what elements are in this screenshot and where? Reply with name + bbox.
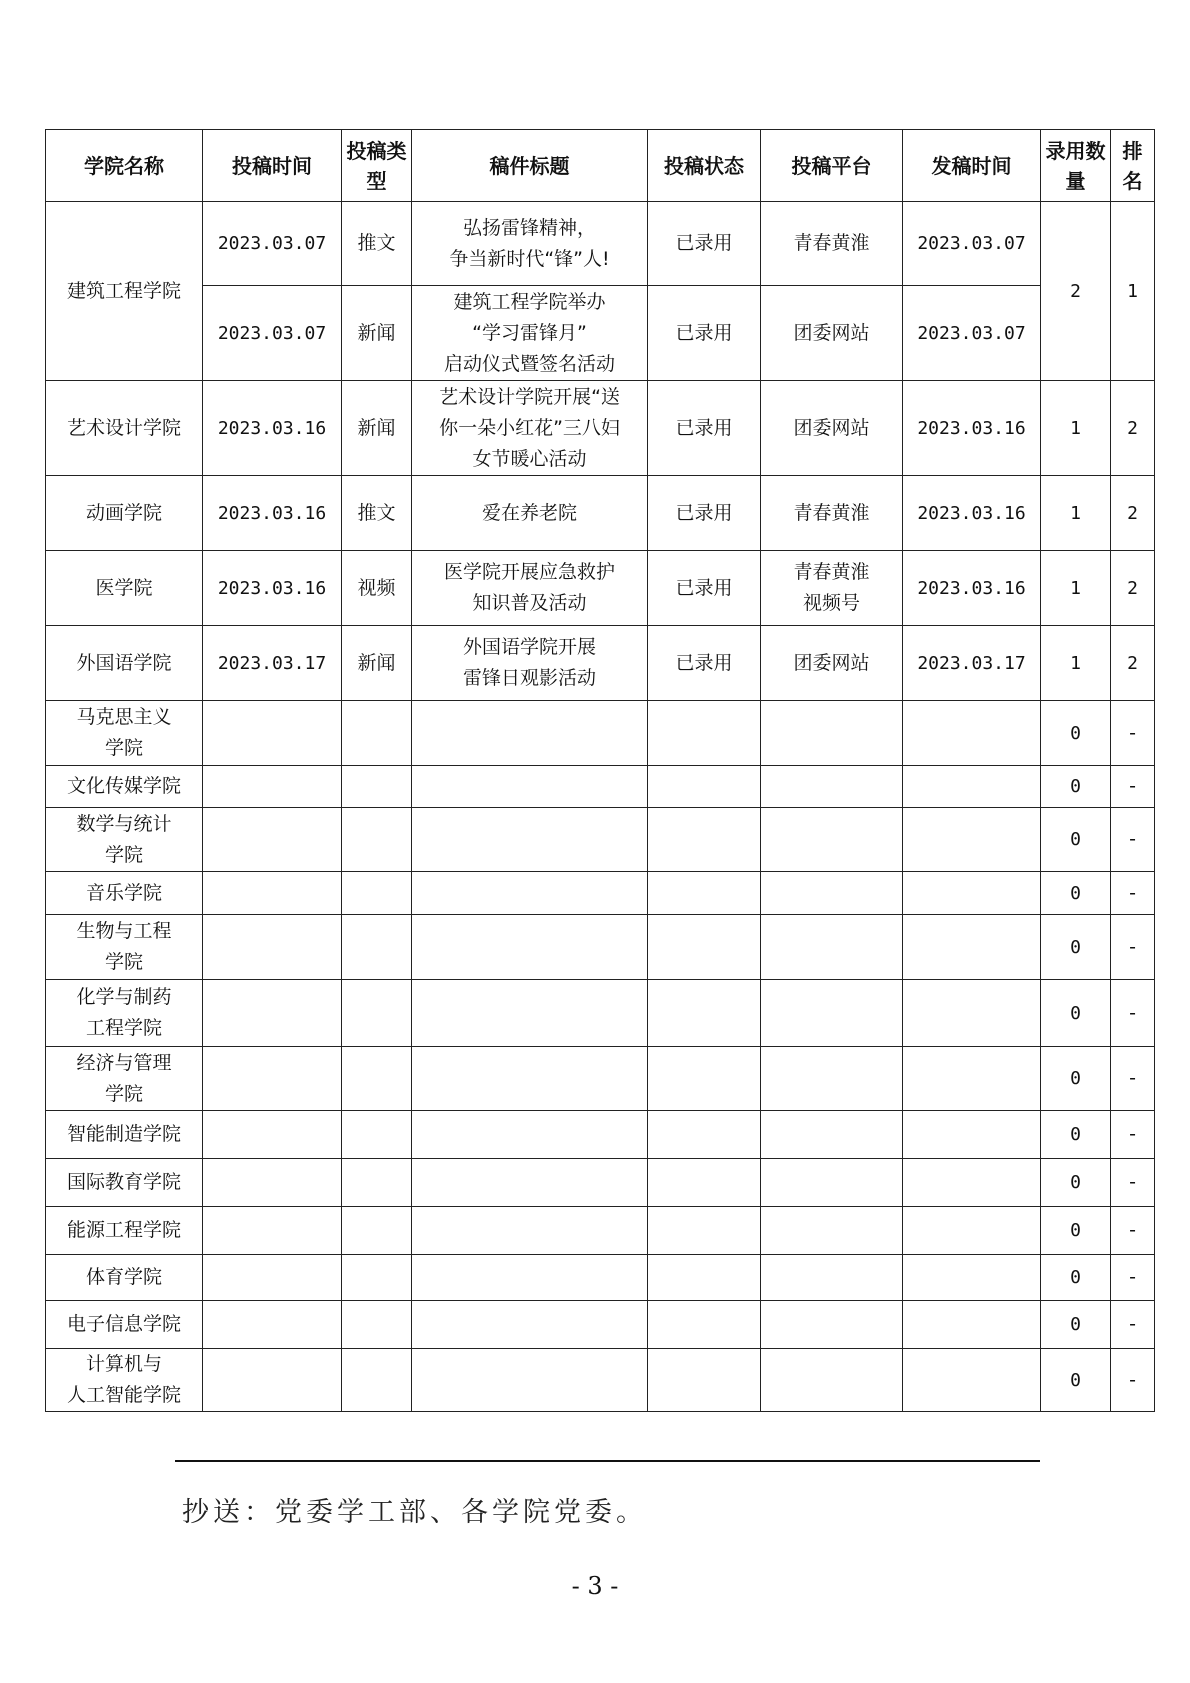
platform-cell: 团委网站	[761, 381, 903, 476]
college-line: 学院	[104, 843, 143, 866]
status-cell: 已录用	[648, 476, 761, 551]
count-cell: 0	[1041, 766, 1111, 808]
submit-time-cell: 2023.03.16	[203, 381, 342, 476]
college-line: 能源工程学院	[66, 1219, 181, 1241]
table-row	[46, 1159, 1155, 1207]
type-cell: 新闻	[342, 626, 412, 701]
rank-cell: -	[1111, 1349, 1155, 1412]
rank-cell: -	[1111, 1301, 1155, 1349]
count-cell: 0	[1041, 1159, 1111, 1207]
rank-cell: -	[1111, 766, 1155, 808]
title-line: 医学院开展应急救护	[443, 561, 615, 583]
platform-cell: 团委网站	[761, 626, 903, 701]
table-row	[46, 980, 1155, 1047]
table-row	[46, 766, 1155, 808]
college-line: 经济与管理	[76, 1051, 172, 1074]
college-line: 学院	[104, 951, 143, 973]
submit-time-cell: 2023.03.16	[203, 551, 342, 626]
platform-cell: 团委网站	[761, 286, 903, 381]
college-line: 文化传媒学院	[66, 775, 181, 797]
table-row	[46, 381, 1155, 476]
college-cell	[46, 1301, 203, 1349]
count-cell: 1	[1041, 551, 1111, 626]
college-line: 计算机与	[85, 1353, 162, 1375]
header-status: 投稿状态	[648, 130, 761, 202]
count-cell: 1	[1041, 381, 1111, 476]
rank-cell: -	[1111, 808, 1155, 872]
title-line: 争当新时代“锋”人!	[449, 247, 610, 270]
type-cell: 推文	[342, 476, 412, 551]
table-row	[46, 872, 1155, 915]
college-line: 工程学院	[85, 1017, 162, 1039]
publish-time-cell: 2023.03.16	[903, 551, 1041, 626]
title-cell	[412, 202, 648, 286]
table-row	[46, 1349, 1155, 1412]
publish-time-cell: 2023.03.07	[903, 286, 1041, 381]
table-row	[46, 626, 1155, 701]
rank-cell: -	[1111, 1255, 1155, 1301]
header-platform: 投稿平台	[761, 130, 903, 202]
table-row	[46, 701, 1155, 766]
rank-cell: -	[1111, 1111, 1155, 1159]
college-cell: 医学院	[46, 551, 203, 626]
college-cell: 艺术设计学院	[46, 381, 203, 476]
publish-time-cell: 2023.03.16	[903, 476, 1041, 551]
college-cell	[46, 1255, 203, 1301]
college-line: 学院	[104, 1082, 143, 1105]
publish-time-cell: 2023.03.07	[903, 202, 1041, 286]
submit-time-cell: 2023.03.17	[203, 626, 342, 701]
submission-table	[45, 129, 1155, 1412]
title-line: 启动仪式暨签名活动	[443, 352, 615, 375]
college-cell	[46, 1111, 203, 1159]
platform-cell: 青春黄淮	[761, 202, 903, 286]
college-line: 电子信息学院	[66, 1313, 181, 1335]
rank-cell: -	[1111, 872, 1155, 915]
college-cell: 动画学院	[46, 476, 203, 551]
count-cell: 1	[1041, 626, 1111, 701]
table-row	[46, 1301, 1155, 1349]
count-cell: 0	[1041, 1207, 1111, 1255]
college-line: 智能制造学院	[66, 1123, 181, 1145]
publish-time-cell: 2023.03.17	[903, 626, 1041, 701]
count-cell: 0	[1041, 872, 1111, 915]
count-cell: 0	[1041, 980, 1111, 1047]
college-line: 学院	[104, 737, 143, 759]
status-cell: 已录用	[648, 286, 761, 381]
college-line: 国际教育学院	[66, 1171, 181, 1193]
title-cell	[412, 551, 648, 626]
title-line: 建筑工程学院举办	[453, 290, 606, 313]
header-count: 录用数量	[1041, 130, 1111, 202]
college-cell	[46, 872, 203, 915]
college-line: 人工智能学院	[66, 1384, 181, 1406]
type-cell: 新闻	[342, 286, 412, 381]
type-cell: 视频	[342, 551, 412, 626]
title-line: 雷锋日观影活动	[462, 667, 596, 689]
college-line: 体育学院	[85, 1266, 162, 1288]
table-row	[46, 551, 1155, 626]
table-row	[46, 1255, 1155, 1301]
cc-line: 抄送：党委学工部、各学院党委。	[182, 1497, 647, 1528]
count-cell: 0	[1041, 1111, 1111, 1159]
table-row	[46, 1207, 1155, 1255]
college-cell	[46, 1349, 203, 1412]
platform-line: 视频号	[802, 592, 860, 614]
table-row	[46, 808, 1155, 872]
title-line: 外国语学院开展	[462, 636, 596, 658]
college-cell: 建筑工程学院	[46, 202, 203, 381]
rank-cell: 1	[1111, 202, 1155, 381]
college-cell	[46, 808, 203, 872]
college-cell	[46, 915, 203, 980]
college-cell: 外国语学院	[46, 626, 203, 701]
table-row	[46, 476, 1155, 551]
header-publish-time: 发稿时间	[903, 130, 1041, 202]
title-cell	[412, 286, 648, 381]
title-line: “学习雷锋月”	[472, 321, 587, 344]
count-cell: 0	[1041, 1301, 1111, 1349]
college-line: 化学与制药	[76, 986, 172, 1008]
header-college: 学院名称	[46, 130, 203, 202]
rank-cell: -	[1111, 980, 1155, 1047]
table-row	[46, 1047, 1155, 1111]
header-title: 稿件标题	[412, 130, 648, 202]
rank-cell: -	[1111, 1047, 1155, 1111]
college-line: 生物与工程	[76, 920, 172, 942]
college-line: 音乐学院	[85, 881, 162, 904]
rank-cell: -	[1111, 915, 1155, 980]
submit-time-cell: 2023.03.16	[203, 476, 342, 551]
table-row	[46, 915, 1155, 980]
count-cell: 0	[1041, 1047, 1111, 1111]
platform-cell	[761, 551, 903, 626]
college-cell	[46, 701, 203, 766]
header-rank: 排名	[1111, 130, 1155, 202]
college-cell	[46, 1047, 203, 1111]
title-line: 知识普及活动	[472, 592, 587, 614]
type-cell: 新闻	[342, 381, 412, 476]
rank-cell: -	[1111, 701, 1155, 766]
status-cell: 已录用	[648, 626, 761, 701]
submit-time-cell: 2023.03.07	[203, 202, 342, 286]
title-line: 艺术设计学院开展“送	[439, 385, 620, 408]
rank-cell: -	[1111, 1159, 1155, 1207]
title-line: 你一朵小红花”三八妇	[439, 416, 620, 439]
college-cell	[46, 1159, 203, 1207]
college-line: 数学与统计	[76, 812, 172, 835]
title-cell	[412, 381, 648, 476]
status-cell: 已录用	[648, 551, 761, 626]
rank-cell: 2	[1111, 381, 1155, 476]
rank-cell: 2	[1111, 626, 1155, 701]
college-cell	[46, 766, 203, 808]
status-cell: 已录用	[648, 381, 761, 476]
title-cell	[412, 626, 648, 701]
table-row	[46, 202, 1155, 286]
platform-line: 青春黄淮	[793, 561, 870, 583]
platform-cell: 青春黄淮	[761, 476, 903, 551]
page-number: - 3 -	[571, 1572, 619, 1600]
status-cell: 已录用	[648, 202, 761, 286]
rank-cell: 2	[1111, 476, 1155, 551]
title-line: 爱在养老院	[481, 501, 577, 524]
submit-time-cell: 2023.03.07	[203, 286, 342, 381]
title-line: 弘扬雷锋精神，	[462, 216, 596, 239]
type-cell: 推文	[342, 202, 412, 286]
footer-divider	[175, 1460, 1040, 1462]
publish-time-cell: 2023.03.16	[903, 381, 1041, 476]
header-submit-time: 投稿时间	[203, 130, 342, 202]
table-row	[46, 286, 1155, 381]
count-cell: 0	[1041, 808, 1111, 872]
count-cell: 1	[1041, 476, 1111, 551]
count-cell: 2	[1041, 202, 1111, 381]
college-cell	[46, 980, 203, 1047]
count-cell: 0	[1041, 915, 1111, 980]
table-row	[46, 1111, 1155, 1159]
rank-cell: 2	[1111, 551, 1155, 626]
college-line: 马克思主义	[76, 706, 172, 728]
title-cell	[412, 476, 648, 551]
title-line: 女节暖心活动	[472, 447, 587, 470]
count-cell: 0	[1041, 1349, 1111, 1412]
count-cell: 0	[1041, 701, 1111, 766]
count-cell: 0	[1041, 1255, 1111, 1301]
rank-cell: -	[1111, 1207, 1155, 1255]
college-cell	[46, 1207, 203, 1255]
header-row	[46, 130, 1155, 202]
header-type: 投稿类型	[342, 130, 412, 202]
